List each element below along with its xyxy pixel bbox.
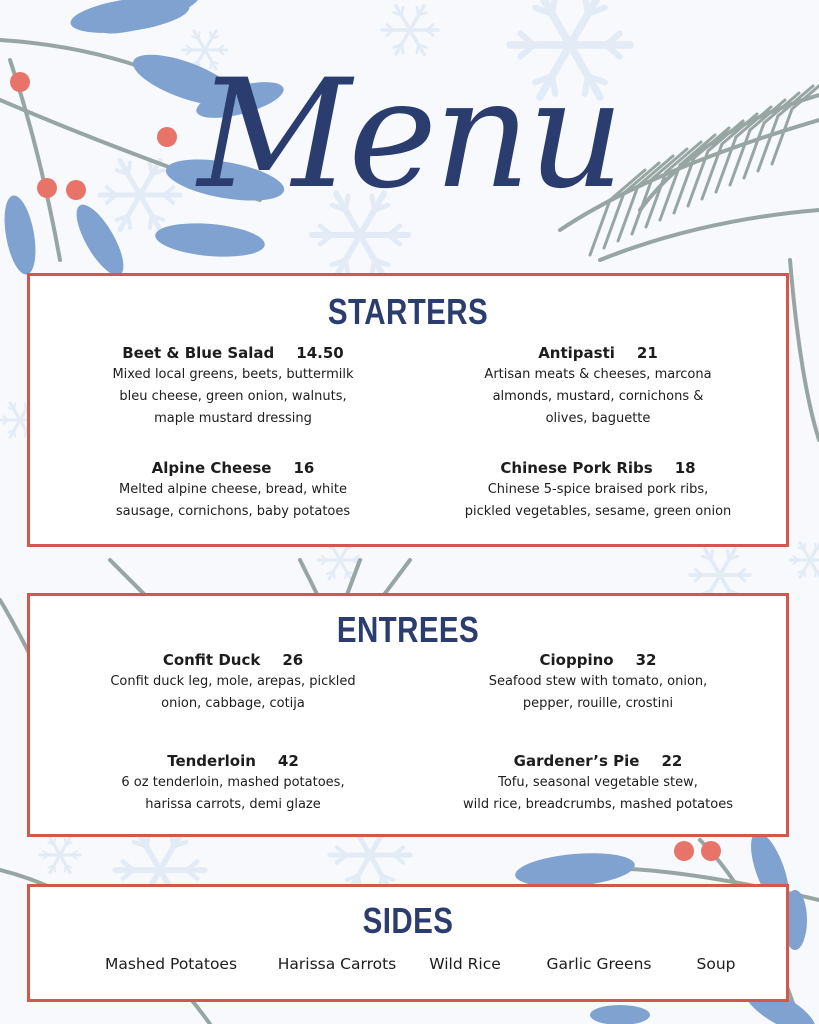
item-description-line: bleu cheese, green onion, walnuts, xyxy=(119,389,347,404)
item-description-line: sausage, cornichons, baby potatoes xyxy=(115,504,351,519)
menu-title: Menu xyxy=(197,48,622,222)
side-item: Harissa Carrots xyxy=(277,955,397,973)
starters-heading: STARTERS xyxy=(327,291,489,332)
item-price: 14.50 xyxy=(296,344,344,362)
item-description-line: 6 oz tenderloin, mashed potatoes, xyxy=(121,775,345,790)
item-name: Chinese Pork Ribs xyxy=(500,459,653,477)
item-price: 18 xyxy=(674,459,696,477)
item-description-line: Confit duck leg, mole, arepas, pickled xyxy=(110,674,356,689)
menu-item-tenderloin xyxy=(68,750,398,816)
sides-heading: SIDES xyxy=(362,900,454,941)
item-description-line: Tofu, seasonal vegetable stew, xyxy=(498,775,698,790)
item-description-line: pickled vegetables, sesame, green onion xyxy=(464,504,732,519)
menu-item-confit-duck xyxy=(68,649,398,715)
item-description-line: olives, baguette xyxy=(545,411,651,426)
item-description-line: Mixed local greens, beets, buttermilk xyxy=(112,367,354,382)
entrees-heading: ENTREES xyxy=(336,609,480,650)
item-name: Alpine Cheese xyxy=(151,459,272,477)
menu-item-alpine-cheese xyxy=(68,457,398,523)
side-item: Mashed Potatoes xyxy=(104,955,238,973)
item-name: Tenderloin xyxy=(167,752,256,770)
item-price: 26 xyxy=(282,651,304,669)
item-description-line: wild rice, breadcrumbs, mashed potatoes xyxy=(463,797,733,812)
item-description-line: almonds, mustard, cornichons & xyxy=(492,389,704,404)
item-description-line: onion, cabbage, cotija xyxy=(161,696,305,711)
item-price: 16 xyxy=(293,459,315,477)
item-name: Antipasti xyxy=(538,344,615,362)
item-description-line: Seafood stew with tomato, onion, xyxy=(488,674,708,689)
side-item: Garlic Greens xyxy=(546,955,652,973)
starters-section xyxy=(27,273,789,547)
item-price: 22 xyxy=(661,752,683,770)
item-price: 21 xyxy=(636,344,658,362)
menu-item-cioppino xyxy=(433,649,763,715)
item-description-line: harissa carrots, demi glaze xyxy=(145,797,321,812)
menu-item-chinese-pork-ribs xyxy=(433,457,763,523)
item-name: Gardener’s Pie xyxy=(513,752,640,770)
item-name: Beet & Blue Salad xyxy=(122,344,275,362)
item-price: 32 xyxy=(635,651,657,669)
item-description-line: Artisan meats & cheeses, marcona xyxy=(484,367,712,382)
item-description-line: Chinese 5-spice braised pork ribs, xyxy=(487,482,709,497)
side-item: Wild Rice xyxy=(429,955,501,973)
entrees-section xyxy=(27,593,789,837)
item-price: 42 xyxy=(277,752,299,770)
item-name: Cioppino xyxy=(539,651,614,669)
item-description-line: maple mustard dressing xyxy=(154,411,312,426)
menu-item-beet-blue-salad xyxy=(68,342,398,430)
menu-item-gardeners-pie xyxy=(433,750,763,816)
item-description-line: pepper, rouille, crostini xyxy=(522,696,674,711)
sides-section xyxy=(27,884,789,1002)
item-name: Confit Duck xyxy=(162,651,261,669)
side-item: Soup xyxy=(696,955,736,973)
item-description-line: Melted alpine cheese, bread, white xyxy=(119,482,347,497)
sides-list xyxy=(30,951,786,977)
menu-item-antipasti xyxy=(433,342,763,430)
